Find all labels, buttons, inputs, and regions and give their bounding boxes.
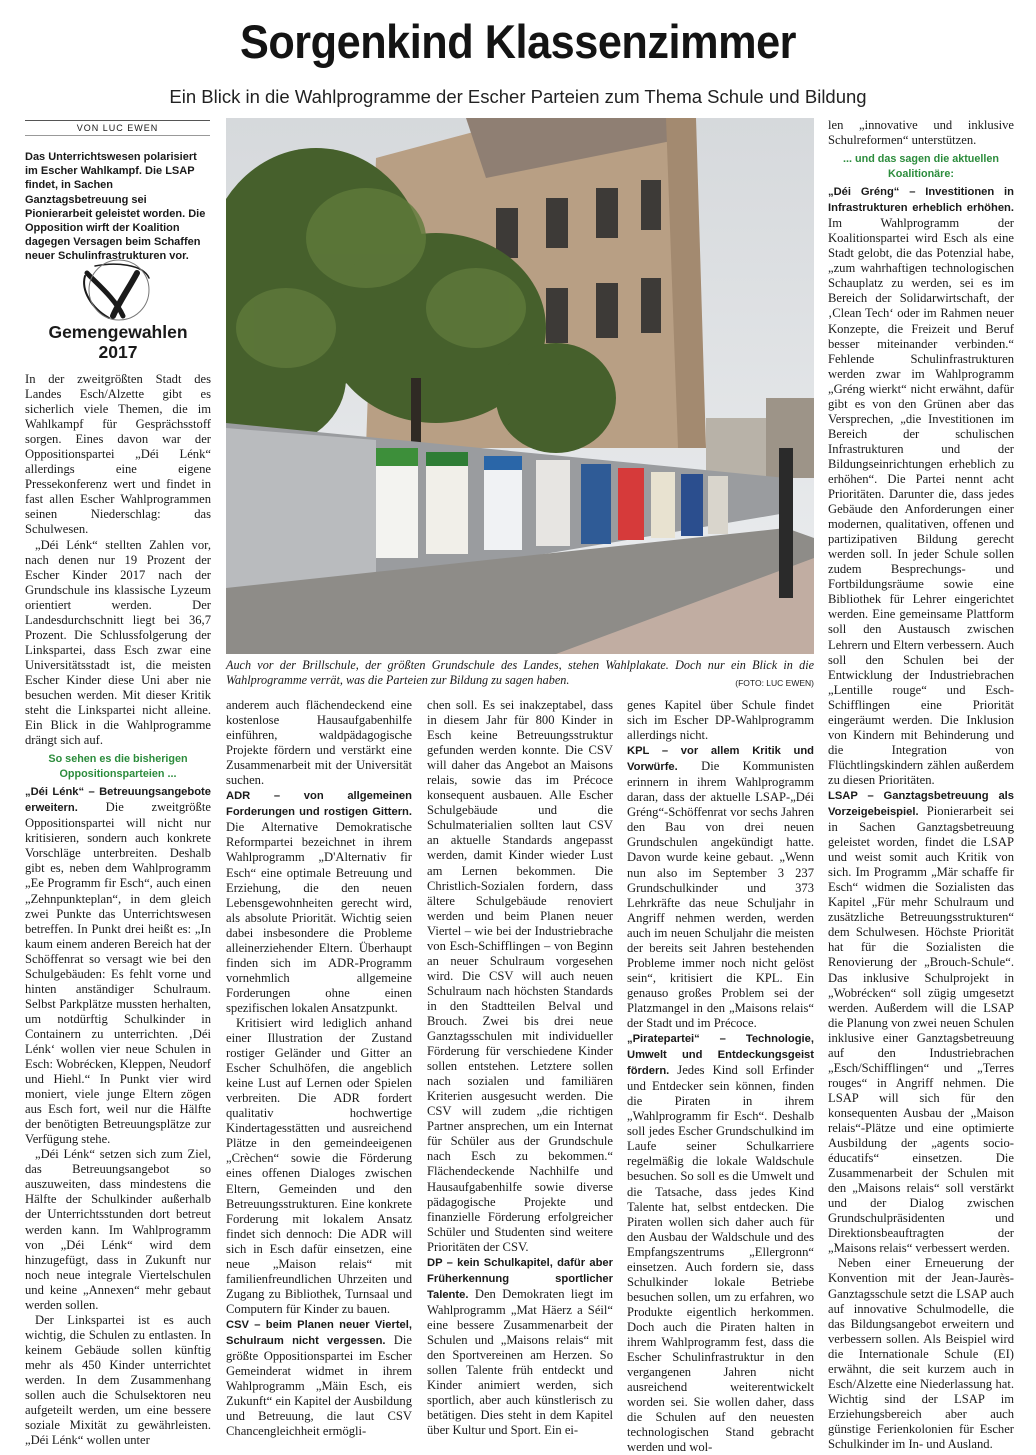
paragraph: genes Kapitel über Schule findet sich im Escher DP-Wahlprogramm allerdings nicht. [627,698,814,743]
lead-in: KPL – vor allem Kritik und Vorwürfe. [627,745,814,774]
column-5 [828,118,1014,1452]
lead-in: LSAP – Ganztagsbetreuung als Vorzeigebeispiel. [828,789,1014,819]
subheading: ... und das sagen die aktuellen Koalitionäre: [843,153,999,180]
lead-in: „Déi Gréng“ – Investitionen in Infrastrukturen erheblich erhöhen. [828,186,1014,215]
paragraph: „Déi Lénk“ stellten Zahlen vor, nach denen nur 19 Prozent der Escher Kinder 2017 nach der Grundschule ins klassische Lyzeum orientiert werden. Der Landesdurchschnitt liegt bei 36,7 Prozent. Die Schlussfolgerung der Linkspartei, dass Esch zwar eine Universitätsstadt ist, die meisten Escher Kinder diese Uni aber nie besuchen werden. Mit dieser Kritik steht die Linkspartei nicht alleine. Ein Blick in die Wahlprogramme drängt sich auf. [25,537,211,748]
column-1 [25,372,211,1448]
headline: Sorgenkind Klassenzimmer [239,15,797,68]
article-photo [226,118,814,654]
photo-credit: (FOTO: LUC EWEN) [735,678,814,688]
column-3 [427,698,613,1438]
paragraph: CSV – beim Planen neuer Viertel, Schulraum nicht vergessen. Die größte Oppositionspartei im Escher Gemeinderat widmet in ihrem Wahlprogramm „Mäin Esch, eis Zukunft“ ein Kapitel der Ausbildung und Betreuung, die laut CSV Chancengleichheit ermögli- [226,1318,412,1439]
paragraph: ADR – von allgemeinen Forderungen und rostigen Gittern. Die Alternative Demokratische Reformpartei bezeichnet in ihrem Wahlprogramm „D'Alternativ fir Esch“ eine optimale Betreuung und Erziehung, die den neuen Lebensgewohnheiten gerecht wird, als absolute Priorität. Wichtig seien dabei insbesondere die Probleme alleinerziehender Eltern. Überhaupt finden sich im ADR-Programm vornehmlich allgemeine Forderungen ohne einen spezifischen lokalen Ansatzpunkt. [226,790,412,1015]
paragraph: len „innovative und inklusive Schulreformen“ unterstützen. [828,118,1014,148]
paragraph: „Déi Lénk“ – Betreuungsangebote erweitern. Die zweitgrößte Oppositionspartei will nicht nur kritisieren, sondern auch konkrete Vorschläge unterbreiten. Deshalb gibt es, neben dem Wahlprogramm „Ee Programm fir Esch“, auch einen „Zehnpunkteplan“, in dem gleich zwei Punkte das Unterrichtswesen betreffen. In Punkt drei heißt es: „In kaum einem anderen Bereich hat der Schöffenrat so versagt wie bei den Schulgebäuden: Es fehlt vorne und hinten anständiger Schulraum. Selbst Parkplätze mussten herhalten, um notdürftig Schulkinder in Containern zu unterrichten. ‚Déi Lénk‘ wollen vier neue Schulen in Esch: Wobrécken, Kleppen, Neudorf und Hiehl.“ In Punkt vier wird moniert, viele junge Eltern zögen aus Esch fort, weil nur die Hälfte der benötigten Betreuungsplätze zur Verfügung stehe. [25,786,211,1147]
paragraph: „Piratepartei“ – Technologie, Umwelt und Entdeckungsgeist fördern. Jedes Kind soll Erfinder und Entdecker sein können, finden die Piraten in ihrem „Wahlprogramm fir Esch“. Deshalb soll jedes Escher Grundschulkind im Laufe seiner Schulkarriere regelmäßig die lokale Waldschule besuchen. So soll es die Umwelt und die Tatsache, dass jedes Kind Talente hat, selbst entdecken. Die Piraten wollen sich daher auch für den Ausbau der Waldschule und des Empfangszentrums „Ellergronn“ einsetzen. Auch fordern sie, dass Schulkinder lokale Betriebe besuchen sollen, um zu erfahren, wo Produkte eigentlich herkommen. Doch auch die Piraten halten in ihrem Wahlprogramm fest, dass die Escher Schulinfrastruktur in den vergangenen Jahren nicht ausreichend weiterentwickelt worden sei. Sie wollen daher, dass die Schulen auf den neuesten technologischen Stand gebracht werden und wol- [627,1033,814,1455]
lead-in: DP – kein Schulkapitel, dafür aber Früherkennung sportlicher Talente. [427,1256,613,1301]
photo-caption [226,658,814,691]
logo-line1: Gemengewahlen [48,322,188,342]
paragraph: „Déi Lénk“ setzen sich zum Ziel, das Betreuungsangebot so auszuweiten, dass mindestens die Hälfte der Schulkinder außerhalb der Unterrichtsstunden dort betreut werden kann. Im Wahlprogramm von „Déi Lénk“ wird dem hinzugefügt, dass in Zukunft nur noch neue integrale Viertelschulen und keine „Annexen“ mehr gebaut werden sollen. [25,1147,211,1312]
lead-in: „Déi Lénk“ – Betreuungsangebote erweitern. [25,786,211,815]
column-4 [627,698,814,1455]
paragraph: DP – kein Schulkapitel, dafür aber Früherkennung sportlicher Talente. Den Demokraten liegt im Wahlprogramm „Mat Häerz a Séil“ eine bessere Zusammenarbeit der Schulen und „Maisons relais“ mit den Sportvereinen am Herzen. So sollen Talente früh entdeckt und Kinder animiert werden, sich sportlich, aber auch künstlerisch zu betätigen. Dies steht in dem Kapitel über Kultur und Sport. Ein ei- [427,1256,613,1438]
lead-in: CSV – beim Planen neuer Viertel, Schulraum nicht vergessen. [226,1318,412,1347]
ballot-cross-icon [84,264,149,318]
logo-line2: 2017 [98,342,138,362]
lead-in: ADR – von allgemeinen Forderungen und rostigen Gittern. [226,790,412,819]
paragraph: In der zweitgrößten Stadt des Landes Esch/Alzette gibt es sicherlich viele Themen, die im Wahlkampf für Gesprächsstoff sorgen. Eines davon war der Oppositionspartei „Déi Lénk“ allerdings eine eigene Pressekonferenz wert und findet in fast allen Escher Wahlprogrammen seinen Niederschlag: das Schulwesen. [25,372,211,537]
teaser: Das Unterrichtswesen polarisiert im Escher Wahlkampf. Die LSAP findet, in Sachen Ganztagsbetreuung sei Pionierarbeit geleistet worden. Die Opposition wirft der Koalition dagegen Versagen beim Schaffen neuer Schulinfrastrukturen vor. [25,151,206,263]
lead-in: „Piratepartei“ – Technologie, Umwelt und Entdeckungsgeist fördern. [627,1033,814,1078]
paragraph: Neben einer Erneuerung der Konvention mit der Jean-Jaurès-Ganztagsschule setzt die LSAP auch auf innovative Schulmodelle, die das Bildungsangebot erweitern und verbessern sollen. Als Beispiel wird die Internationale Schule (EI) erwähnt, die seit kurzem auch in Esch/Alzette eine Niederlassung hat. Wichtig sind der LSAP im Erziehungsbereich aber auch günstige Ferienkolonien für Escher Schulkinder im In- und Ausland. [828,1256,1014,1451]
subtitle: Ein Blick in die Wahlprogramme der Escher Parteien zum Thema Schule und Bildung [169,86,867,107]
paragraph: chen soll. Es sei inakzeptabel, dass in diesem Jahr für 800 Kinder in Esch keine Betreuungsstruktur gefunden werden konnte. Die CSV will daher das Angebot an Maisons relais, sowie das im Précoce konsequent ausbauen. Alle Escher Schulgebäude und die Schulmaterialien sollten laut CSV an aktuelle Standards angepasst werden, damit Kinder wieder Lust am Lernen bekommen. Die Christlich-Sozialen fordern, dass ältere Schulgebäude renoviert werden und beim Planen neuer Viertel – wie bei der Industriebrache von Esch-Schifflingen – von Beginn an neuer Schulraum vorgesehen wird. Die CSV will auch neuen Schulraum nach höchsten Standards in den Stadtteilen Belval und Brouch. Zwei bis drei neue Ganztagsschulen mit individueller Förderung für verschiedene Kinder sollen entstehen. Letztere sollen nach sozialen und familiären Kriterien ausgesucht werden. Die CSV will zudem „die richtigen Partner ansprechen, um ein Internat für Schüler aus der Grundschule nach Esch zu bekommen.“ Flächendeckende Nachhilfe und Hausaufgabenhilfe sowie diverse pädagogische Projekte und finanzielle Förderung erfolgreicher Schüler und Studenten sind weitere Prioritäten der CSV. [427,698,613,1254]
paragraph: Der Linkspartei ist es auch wichtig, die Schulen zu entlasten. In keinem Gebäude sollen künftig mehr als 450 Kinder unterrichtet werden. In dem Zusammenhang sollen auch die Schulsektoren neu aufgeteilt werden, um eine bessere soziale Mixität zu gewährleisten. „Déi Lénk“ wollen unter [25,1312,211,1448]
paragraph: Kritisiert wird lediglich anhand einer Illustration der Zustand rostiger Geländer und Gitter an Escher Schulhöfen, die angeblich keine Lust auf Lernen oder Spielen verbreiten. Die ADR fordert qualitativ hochwertige Kindertagesstätten und ausreichend Plätze in den gemeindeeigenen „Crèchen“ sowie die Förderung eines offenen Dialoges zwischen Eltern, Gemeinden und den Betreuungsstrukturen. Eine konkrete Forderung mit lokalem Ansatz findet sich dennoch: Die ADR will sich in Esch dafür einsetzen, eine neue „Maison relais“ mit familienfreundlichen Uhrzeiten und Zugang zu Bibliothek, Turnsaal und Computern für Kinder zu bauen. [226,1015,412,1316]
paragraph: „Déi Gréng“ – Investitionen in Infrastrukturen erheblich erhöhen. Im Wahlprogramm der Koalitionspartei wird Esch als eine Stadt gelobt, die das Potenzial habe, „zum wahrhaftigen technologischen Schauplatz zu werden, sei es im Bereich der Solidarwirtschaft, der ‚Clean Tech‘ oder im Rahmen neuer Konzepte, die Freizeit und Beruf besser miteinander verbinden.“ Fehlende Schulinfrastrukturen werden zwar im Wahlprogramm „Gréng wierkt“ nicht erwähnt, dafür gibt es von den Grünen aber das Versprechen, „die Investitionen im Bereich der schulischen Infrastrukturen und der Bildungseinrichtungen erheblich zu erhöhen“. Die Partei nennt acht Prioritäten. Darunter die, dass jedes Gebäude den Anforderungen einer modernen, qualitativen, offenen und partizipativen Bildung gerecht werden soll. In jeder Schule sollen zudem Besprechungs- und Fortbildungsräume sowie eine Bibliothek für Lehrer eingerichtet werden. Eine gemeinsame Plattform soll den Austausch zwischen Lehrern und Eltern verbessern. Auch soll den Schulen bei der Entwicklung der Industriebrachen „Lentille rouge“ und Esch-Schifflingen eine Priorität eingeräumt werden. Die Inklusion von Kindern mit Behinderung und die Integration von Flüchtlingskindern zählen außerdem zu diesen Prioritäten. [828,186,1014,787]
caption-text: Auch vor der Brillschule, der größten Grundschule des Landes, stehen Wahlplakate. Doch nur ein Blick in die Wahlprogramme verrät, was die Parteien zur Bildung zu sagen haben. [226,658,814,687]
column-2 [226,698,412,1439]
paragraph: LSAP – Ganztagsbetreuung als Vorzeigebeispiel. Pionierarbeit sei in Sachen Ganztagsbetreuung geleistet worden, findet die LSAP und weist somit auch Kritik von sich. Im Programm „Mär schaffe fir Esch“ widmen die Sozialisten das Kapitel „Für mehr Schulraum und zusätzliche Betreuungsstrukturen“ dem Schulwesen. Höchste Priorität hat für die Sozialisten die Renovierung der „Brouch-Schule“. Das inklusive Schulprojekt in „Wobrécken“ soll zügig umgesetzt werden. Außerdem will die LSAP die Planung von zwei neuen Schulen inklusive einer Ganztagsbetreuung auf den Industriebrachen „Esch/Schifflingen“ und „Terres rouges“ in Angriff nehmen. Die LSAP will sich für den konsequenten Ausbau der „Maison relais“-Plätze und eine optimierte Ausbildung der „agents socio-éducatifs“ einsetzen. Die Zusammenarbeit der Schulen mit den „Maisons relais“ soll verstärkt und der Dialog zwischen Grundschulpräsidenten und Direktionsbeauftragten der „Maisons relais“ verbessert werden. [828,789,1014,1256]
subheading: So sehen es die bisherigen Oppositionsparteien ... [48,753,188,780]
paragraph: KPL – vor allem Kritik und Vorwürfe. Die Kommunisten erinnern in ihrem Wahlprogramm daran, dass der aktuelle LSAP-„Déi Gréng“-Schöffenrat vor sechs Jahren den Bau von drei neuen Grundschulen angekündigt hatte. Davon wurde keine gebaut. „Wenn nun also im September 3 237 Grundschulkinder und 373 Lehrkräfte das neue Schuljahr in Angriff nehmen werden, werden auch im neuen Schuljahr die meisten der bereits seit Jahren bestehenden Probleme immer noch nicht gelöst sein“, kritisiert die KPL. Ein genauso großes Problem sei der Platzmangel in den „Maisons relais“ der Stadt und im Précoce. [627,745,814,1030]
byline: VON LUC EWEN [25,120,210,136]
paragraph: anderem auch flächendeckend eine kostenlose Hausaufgabenhilfe einführen, waldpädagogische Projekte fördern und verstärkt eine Zusammenarbeit mit der Universität suchen. [226,698,412,788]
logo-title [25,322,211,362]
